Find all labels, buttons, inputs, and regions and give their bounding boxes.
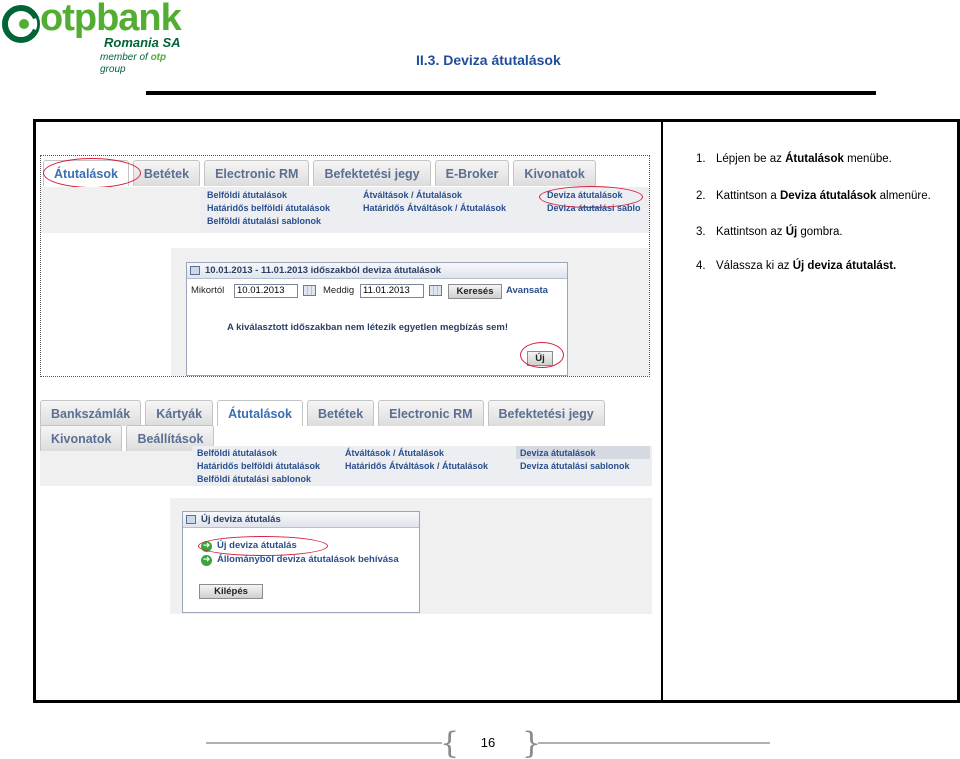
submenu-col2 <box>363 189 506 215</box>
tab-befektetesi-jegy[interactable]: Befektetési jegy <box>313 160 430 186</box>
search-button[interactable]: Keresés <box>448 284 502 299</box>
header-rule <box>146 91 876 95</box>
calendar-icon-to[interactable] <box>429 285 442 296</box>
step-1: 1. Lépjen be az Átutalások menübe. <box>696 153 892 165</box>
deviza-list-panel <box>186 262 568 376</box>
submenu-hataridos-belfoldi[interactable]: Határidős belföldi átutalások <box>197 461 321 471</box>
highlight-atutalasok <box>43 158 141 188</box>
submenu-col2 <box>345 447 488 473</box>
page-title: II.3. Deviza átutalások <box>416 52 561 68</box>
to-date-field[interactable]: 11.01.2013 <box>360 284 424 298</box>
logo-member-line: member of otp group <box>100 52 167 75</box>
submenu-hataridos-atvaltasok[interactable]: Határidős Átváltások / Átutalások <box>345 461 489 471</box>
submenu-hataridos-belfoldi[interactable]: Határidős belföldi átutalások <box>207 203 331 213</box>
step-2: 2. Kattintson a Deviza átutalások almenüre. <box>696 190 931 202</box>
arrow-right-icon: ➜ <box>202 555 211 565</box>
submenu-atvaltasok[interactable]: Átváltások / Átutalások <box>363 190 463 200</box>
submenu-col3 <box>520 447 630 473</box>
submenu-belfoldi-sablonok[interactable]: Belföldi átutalási sablonok <box>207 216 322 226</box>
main-tabs-row2 <box>40 425 214 451</box>
otp-bank-logo <box>2 0 192 75</box>
tab-betetek[interactable]: Betétek <box>133 160 200 186</box>
submenu-atvaltasok[interactable]: Átváltások / Átutalások <box>345 448 445 458</box>
submenu-col1 <box>207 189 330 228</box>
exit-button[interactable]: Kilépés <box>199 584 263 599</box>
new-button[interactable]: Új <box>527 351 553 366</box>
arrow-right-icon: ➜ <box>202 541 211 551</box>
tab-befektetesi-jegy[interactable]: Befektetési jegy <box>488 400 605 426</box>
footer-line-right <box>538 742 770 744</box>
tab-electronic-rm[interactable]: Electronic RM <box>378 400 483 426</box>
main-tabs-row1 <box>40 400 605 426</box>
highlight-deviza-atutalasok <box>539 186 643 208</box>
tab-e-broker[interactable]: E-Broker <box>435 160 510 186</box>
window-icon <box>186 515 196 524</box>
submenu-deviza-atutalasok[interactable]: Deviza átutalások <box>520 448 596 458</box>
panel-header: 10.01.2013 - 11.01.2013 időszakból deviza átutalások <box>187 263 567 279</box>
submenu-belfoldi[interactable]: Belföldi átutalások <box>207 190 288 200</box>
highlight-new-button <box>520 342 564 368</box>
submenu-deviza-sablonok[interactable]: Deviza átutalási sablonok <box>520 461 630 471</box>
advanced-link[interactable]: Avansata <box>506 285 548 296</box>
to-label: Meddig <box>323 285 355 296</box>
submenu-col1 <box>197 447 320 486</box>
tab-beallitasok[interactable]: Beállítások <box>126 425 214 451</box>
step-3: 3. Kattintson az Új gombra. <box>696 226 843 238</box>
no-order-message: A kiválasztott időszakban nem létezik egyetlen megbízás sem! <box>227 322 509 333</box>
from-label: Mikortól <box>191 285 225 296</box>
window-icon <box>190 266 200 275</box>
footer-line-left <box>206 742 442 744</box>
screenshot-new-deviza <box>40 398 652 614</box>
submenu-deviza-atutalasok[interactable]: Deviza átutalások <box>547 190 623 200</box>
logo-subtitle: Romania SA <box>104 35 181 50</box>
highlight-new-deviza <box>198 536 328 556</box>
panel-header: Új deviza átutalás <box>183 512 419 528</box>
option-import-file[interactable]: ➜ Állományból deviza átutalások behívása <box>202 554 399 565</box>
tab-electronic-rm[interactable]: Electronic RM <box>204 160 309 186</box>
tab-atutalasok[interactable]: Átutalások <box>217 400 303 426</box>
left-strip <box>40 451 192 486</box>
new-deviza-panel <box>182 511 420 613</box>
tab-kartyak[interactable]: Kártyák <box>145 400 213 426</box>
step-4: 4. Válassza ki az Új deviza átutalást. <box>696 260 897 272</box>
tab-atutalasok[interactable]: Átutalások <box>43 160 129 186</box>
frame-divider <box>661 119 663 703</box>
tab-betetek[interactable]: Betétek <box>307 400 374 426</box>
tab-kivonatok[interactable]: Kivonatok <box>513 160 595 186</box>
submenu-hataridos-atvaltasok[interactable]: Határidős Átváltások / Átutalások <box>363 203 507 213</box>
page-number: 16 <box>480 735 496 750</box>
submenu-deviza-sablonok[interactable]: Deviza átutalási sablo <box>547 203 641 213</box>
from-date-field[interactable]: 10.01.2013 <box>234 284 298 298</box>
option-new-deviza[interactable]: ➜ Új deviza átutalás <box>202 540 297 551</box>
submenu-belfoldi-sablonok[interactable]: Belföldi átutalási sablonok <box>197 474 312 484</box>
screenshot-deviza-list <box>40 155 650 377</box>
calendar-icon-from[interactable] <box>303 285 316 296</box>
tab-kivonatok[interactable]: Kivonatok <box>40 425 122 451</box>
left-brace-icon: { <box>440 726 460 759</box>
right-brace-icon: } <box>522 726 542 759</box>
tab-bankszamlak[interactable]: Bankszámlák <box>40 400 141 426</box>
logo-wordmark: otpbank <box>40 0 181 39</box>
otp-swirl-icon <box>2 4 40 44</box>
left-strip <box>41 187 201 233</box>
submenu-belfoldi[interactable]: Belföldi átutalások <box>197 448 278 458</box>
